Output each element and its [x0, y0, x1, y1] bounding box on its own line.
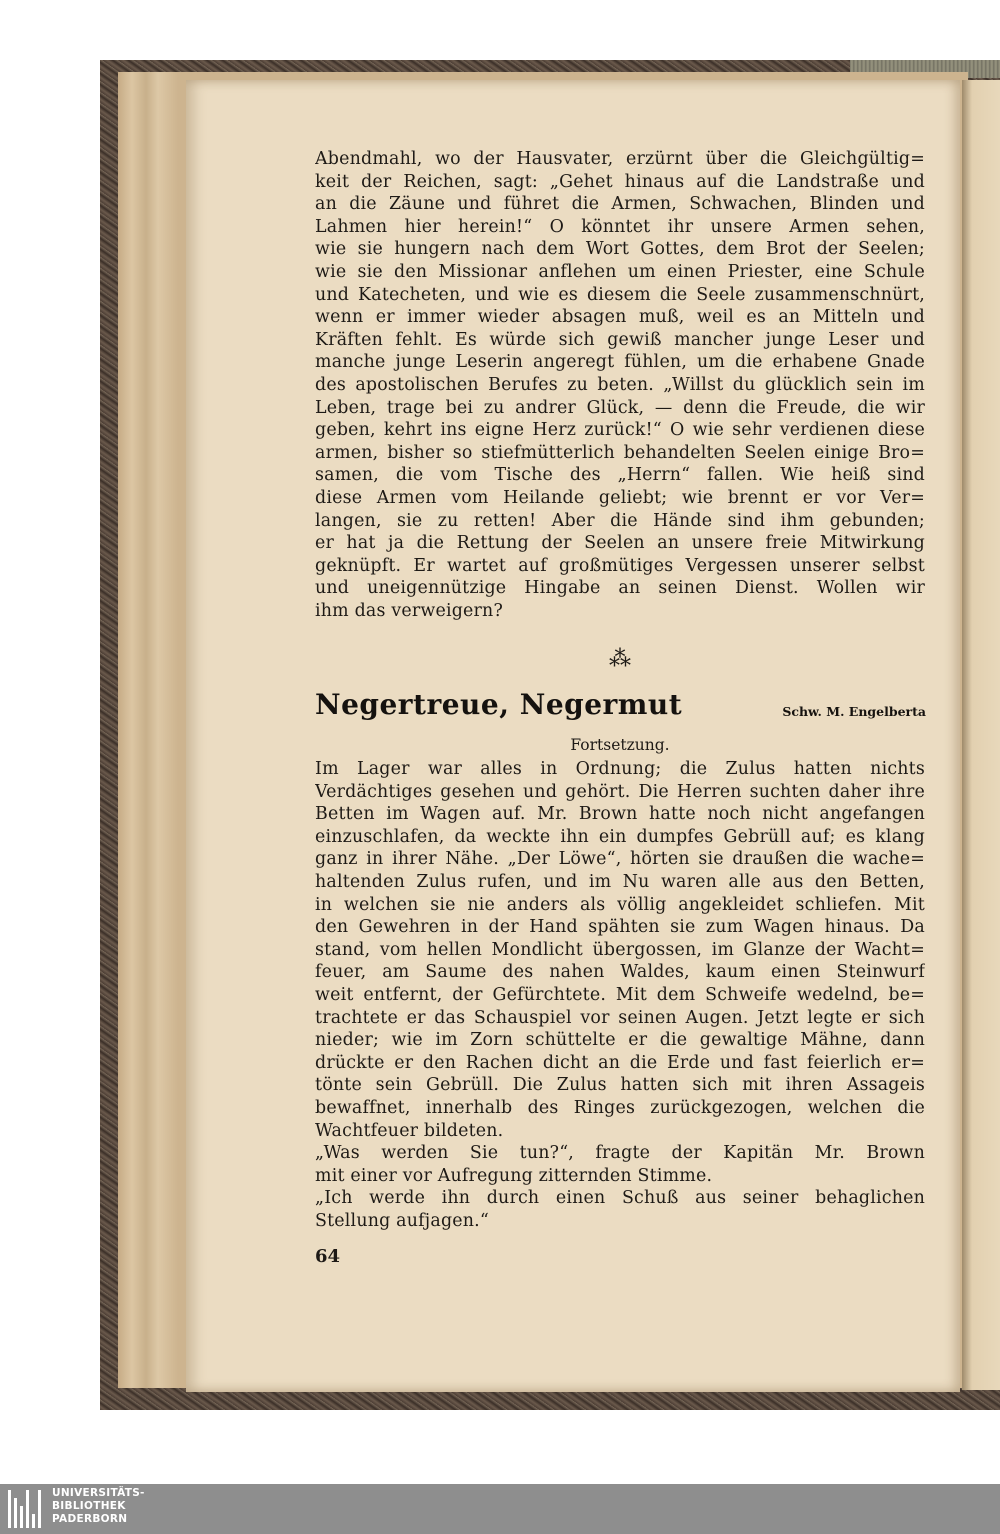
- text-line: ganz in ihrer Nähe. „Der Löwe“, hörten sie draußen die wache=: [315, 849, 925, 870]
- facing-page-edge: [962, 80, 1000, 1390]
- article-heading: Negertreue, Negermut: [315, 688, 683, 721]
- text-line: Betten im Wagen auf. Mr. Brown hatte noch nicht angefangen: [315, 804, 925, 825]
- text-line: bewaffnet, innerhalb des Ringes zurückgezogen, welchen die: [315, 1097, 925, 1118]
- text-line: samen, die vom Tische des „Herrn“ fallen. Wie heiß sind: [315, 465, 925, 486]
- text-line: „Was werden Sie tun?“, fragte der Kapitän Mr. Brown: [315, 1143, 925, 1164]
- text-line: stand, vom hellen Mondlicht übergossen, im Glanze der Wacht=: [315, 939, 925, 960]
- text-line: armen, bisher so stiefmütterlich behandelten Seelen einige Bro=: [315, 442, 925, 463]
- text-line: tönte sein Gebrüll. Die Zulus hatten sich mit ihren Assageis: [315, 1075, 925, 1096]
- opening-paragraph: [315, 148, 925, 622]
- text-line: Stellung aufjagen.“: [315, 1210, 489, 1231]
- text-line: weit entfernt, der Gefürchtete. Mit dem Schweife wedelnd, be=: [315, 984, 925, 1005]
- text-line: Wachtfeuer bildeten.: [315, 1120, 504, 1141]
- text-line: trachtete er das Schauspiel vor seinen Augen. Jetzt legte er sich: [315, 1007, 925, 1028]
- section-ornament: ⁂: [609, 647, 631, 672]
- text-line: Lahmen hier herein!“ O könntet ihr unsere Armen sehen,: [315, 216, 925, 237]
- text-line: Kräften fehlt. Es würde sich gewiß mancher junge Leser und: [315, 329, 925, 350]
- text-line: den Gewehren in der Hand spähten sie zum Wagen hinaus. Da: [315, 917, 925, 938]
- text-line: er hat ja die Rettung der Seelen an unsere freie Mitwirkung: [315, 533, 925, 554]
- text-line: Verdächtiges gesehen und gehört. Die Herren suchten daher ihre: [315, 781, 925, 802]
- text-line: ihm das verweigern?: [315, 600, 503, 621]
- text-line: haltenden Zulus rufen, und im Nu waren alle aus den Betten,: [315, 871, 925, 892]
- library-footer: [0, 1484, 1000, 1534]
- text-line: „Ich werde ihn durch einen Schuß aus seiner behaglichen: [315, 1188, 925, 1209]
- library-name-line: BIBLIOTHEK: [52, 1500, 126, 1512]
- text-line: wie sie hungern nach dem Wort Gottes, dem Brot der Seelen;: [315, 239, 925, 260]
- text-line: und uneigennützige Hingabe an seinen Dienst. Wollen wir: [315, 578, 925, 599]
- text-line: diese Armen vom Heilande geliebt; wie brennt er vor Ver=: [315, 487, 925, 508]
- library-name-line: UNIVERSITÄTS-: [52, 1487, 145, 1499]
- text-line: einzuschlafen, da weckte ihn ein dumpfes Gebrüll auf; es klang: [315, 826, 925, 847]
- text-line: des apostolischen Berufes zu beten. „Willst du glücklich sein im: [315, 374, 925, 395]
- article-author: Schw. M. Engelberta: [782, 704, 926, 719]
- text-line: in welchen sie nie anders als völlig angekleidet schliefen. Mit: [315, 894, 925, 915]
- text-line: wenn er immer wieder absagen muß, weil es an Mitteln und: [315, 307, 925, 328]
- library-logo-icon: [8, 1490, 44, 1528]
- page-number: 64: [315, 1246, 341, 1267]
- text-line: Abendmahl, wo der Hausvater, erzürnt über die Gleichgültig=: [315, 149, 925, 169]
- text-line: langen, sie zu retten! Aber die Hände sind ihm gebunden;: [315, 510, 925, 531]
- text-line: Im Lager war alles in Ordnung; die Zulus hatten nichts: [315, 759, 925, 779]
- text-line: an die Zäune und führet die Armen, Schwachen, Blinden und: [315, 194, 925, 215]
- text-line: und Katecheten, und wie es diesem die Seele zusammenschnürt,: [315, 284, 925, 305]
- library-name: [52, 1487, 145, 1526]
- text-line: keit der Reichen, sagt: „Gehet hinaus auf die Landstraße und: [315, 171, 925, 192]
- text-line: geknüpft. Er wartet auf großmütiges Vergessen unserer selbst: [315, 555, 925, 576]
- text-line: geben, kehrt ins eigne Herz zurück!“ O wie sehr verdienen diese: [315, 420, 925, 441]
- article-subtitle: Fortsetzung.: [570, 736, 670, 754]
- story-text: [315, 758, 925, 1232]
- text-line: drückte er den Rachen dicht an die Erde und fast feierlich er=: [315, 1052, 925, 1073]
- text-line: Leben, trage bei zu andrer Glück, — denn die Freude, die wir: [315, 397, 925, 418]
- text-line: manche junge Leserin angeregt fühlen, um die erhabene Gnade: [315, 352, 925, 373]
- text-line: nieder; wie im Zorn schüttelte er die gewaltige Mähne, dann: [315, 1030, 925, 1051]
- library-name-line: PADERBORN: [52, 1513, 128, 1525]
- text-line: wie sie den Missionar anflehen um einen Priester, eine Schule: [315, 261, 925, 282]
- text-line: feuer, am Saume des nahen Waldes, kaum einen Steinwurf: [315, 962, 925, 983]
- text-line: mit einer vor Aufregung zitternden Stimme.: [315, 1165, 713, 1186]
